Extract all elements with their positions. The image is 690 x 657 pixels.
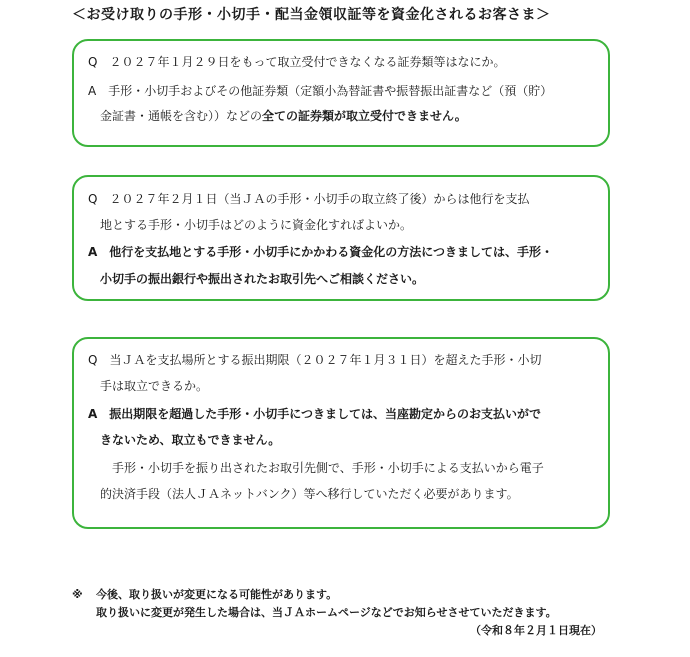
qa-text: Q 当ＪＡを支払場所とする振出期限（２０２７年１月３１日）を超えた手形・小切: [88, 353, 542, 367]
page-heading: ＜お受け取りの手形・小切手・配当金領収証等を資金化されるお客さま＞: [72, 7, 551, 23]
note-line-1: 今後、取り扱いが変更になる可能性があります。: [96, 588, 338, 601]
note-mark: ※: [72, 588, 83, 601]
qa-box-2: [72, 175, 610, 301]
qa-box-1: [72, 39, 610, 147]
qa-line: [88, 405, 541, 423]
qa-bold-text: きないため、取立もできません。: [88, 433, 281, 447]
qa-line: [88, 82, 552, 100]
qa-text: 的決済手段（法人ＪＡネットバンク）等へ移行していただく必要があります。: [88, 487, 519, 501]
qa-bold-text: A 振出期限を超過した手形・小切手につきましては、当座勘定からのお支払いがで: [88, 407, 542, 421]
qa-line: [88, 431, 280, 449]
qa-text: 金証書・通帳を含む））などの: [88, 109, 263, 123]
qa-line: [88, 243, 553, 261]
qa-box-3: [72, 337, 610, 529]
qa-line: [88, 351, 541, 369]
qa-bold-text: A 他行を支払地とする手形・小切手にかかわる資金化の方法につきましては、手形・: [88, 245, 554, 259]
qa-line: [88, 459, 544, 477]
qa-bold-text: 全ての証券類が取立受付できません。: [262, 109, 467, 123]
note-date: （令和８年２月１日現在）: [470, 624, 602, 637]
qa-line: [88, 107, 467, 125]
qa-line: [88, 53, 505, 71]
qa-bold-text: 小切手の振出銀行や振出されたお取引先へご相談ください。: [88, 272, 425, 286]
qa-text: 手は取立できるか。: [88, 379, 209, 393]
qa-line: [88, 216, 412, 234]
qa-line: [88, 270, 424, 288]
qa-text: A 手形・小切手およびその他証券類（定額小為替証書や振替振出証書など（預（貯）: [88, 84, 553, 98]
qa-text: 地とする手形・小切手はどのように資金化すればよいか。: [88, 218, 413, 232]
qa-line: [88, 377, 208, 395]
qa-line: [88, 190, 529, 208]
qa-text: Q ２０２７年２月１日（当ＪＡの手形・小切手の取立終了後）からは他行を支払: [88, 192, 530, 206]
qa-text: 手形・小切手を振り出されたお取引先側で、手形・小切手による支払いから電子: [88, 461, 544, 475]
qa-text: Q ２０２７年１月２９日をもって取立受付できなくなる証券類等はなにか。: [88, 55, 506, 69]
note-line-2: 取り扱いに変更が発生した場合は、当ＪＡホームページなどでお知らせさせていただきます。: [96, 606, 557, 619]
qa-line: [88, 485, 519, 503]
